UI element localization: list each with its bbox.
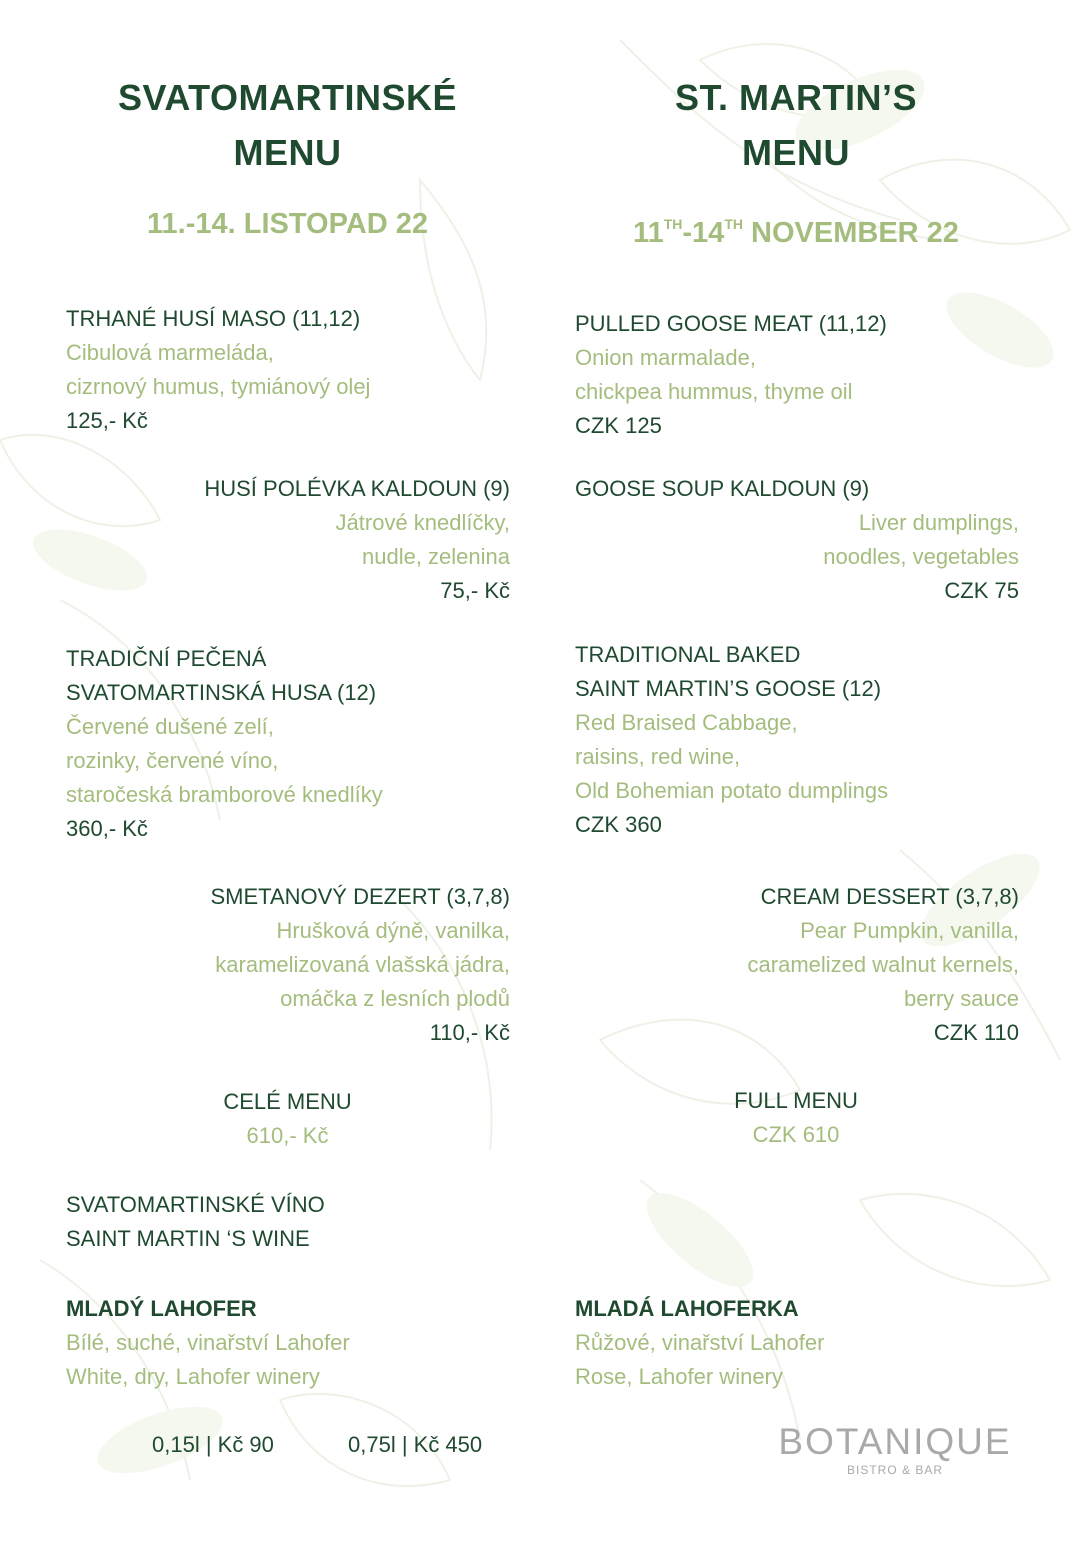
- date-part: -14: [682, 217, 725, 249]
- item-desc: Játrové knedlíčky,: [335, 510, 510, 535]
- item-desc: Hrušková dýně, vanilka,: [276, 918, 510, 943]
- wine-desc: Růžové, vinařství Lahofer: [575, 1330, 825, 1355]
- item-name: GOOSE SOUP KALDOUN (9): [575, 476, 870, 501]
- item-price: CZK 75: [944, 578, 1019, 603]
- item-desc: karamelizovaná vlašská jádra,: [215, 952, 510, 977]
- full-menu-label: CELÉ MENU: [223, 1089, 352, 1114]
- item-name: TRADIČNÍ PEČENÁ: [66, 646, 267, 671]
- item-desc: Red Braised Cabbage,: [575, 710, 798, 735]
- item-desc: cizrnový humus, tymiánový olej: [66, 374, 371, 399]
- menu-title-en: [570, 70, 1022, 180]
- title-line-1: ST. MARTIN’S: [674, 77, 917, 118]
- item-desc: Onion marmalade,: [575, 345, 756, 370]
- item-desc: caramelized walnut kernels,: [747, 952, 1019, 977]
- item-desc: Old Bohemian potato dumplings: [575, 778, 889, 803]
- full-menu-cz: [60, 1085, 515, 1153]
- wine-cz: [66, 1292, 516, 1394]
- wine-name: MLADÁ LAHOFERKA: [575, 1296, 799, 1321]
- item-desc: Červené dušené zelí,: [66, 714, 274, 739]
- full-menu-en: [570, 1084, 1022, 1152]
- menu-date-cz: 11.-14. LISTOPAD 22: [147, 208, 428, 240]
- menu-title-cz: [60, 70, 515, 180]
- wine-desc: Bílé, suché, vinařství Lahofer: [66, 1330, 350, 1355]
- wine-desc: Rose, Lahofer winery: [575, 1364, 783, 1389]
- menu-item-cz-4: [60, 880, 510, 1050]
- item-name: PULLED GOOSE MEAT (11,12): [575, 311, 887, 336]
- item-price: CZK 360: [575, 812, 662, 837]
- item-desc: berry sauce: [904, 986, 1019, 1011]
- item-desc: nudle, zelenina: [361, 544, 510, 569]
- wine-name: MLADÝ LAHOFER: [66, 1296, 257, 1321]
- full-menu-price: CZK 610: [752, 1122, 840, 1147]
- item-name: CREAM DESSERT (3,7,8): [760, 884, 1019, 909]
- date-part: NOVEMBER 22: [742, 217, 959, 249]
- item-name: SAINT MARTIN’S GOOSE (12): [575, 676, 882, 701]
- full-menu-price: 610,- Kč: [246, 1123, 329, 1148]
- item-price: CZK 125: [575, 413, 662, 438]
- item-desc: chickpea hummus, thyme oil: [575, 379, 853, 404]
- title-line-1: SVATOMARTINSKÉ: [117, 77, 457, 118]
- menu-item-en-4: [570, 880, 1019, 1050]
- logo-wordmark: BOTANIQUE: [778, 1421, 1012, 1462]
- item-desc: raisins, red wine,: [575, 744, 741, 769]
- item-desc: rozinky, červené víno,: [66, 748, 279, 773]
- date-suffix: TH: [663, 216, 683, 232]
- item-price: 75,- Kč: [440, 578, 510, 603]
- title-line-2: MENU: [233, 132, 342, 173]
- full-menu-label: FULL MENU: [734, 1088, 858, 1113]
- menu-item-cz-3: [66, 642, 516, 846]
- item-name: SMETANOVÝ DEZERT (3,7,8): [210, 884, 510, 909]
- title-line-2: MENU: [742, 132, 850, 173]
- menu-date-en: [570, 216, 1022, 250]
- menu-item-cz-2: [60, 472, 510, 608]
- wine-header-line: SVATOMARTINSKÉ VÍNO: [66, 1192, 325, 1217]
- item-desc: omáčka z lesních plodů: [280, 986, 510, 1011]
- menu-item-en-2: [575, 472, 1019, 608]
- wine-desc: White, dry, Lahofer winery: [66, 1364, 320, 1389]
- item-price: CZK 110: [933, 1020, 1019, 1045]
- item-name: HUSÍ POLÉVKA KALDOUN (9): [204, 476, 510, 501]
- item-name: TRADITIONAL BAKED: [575, 642, 801, 667]
- menu-item-en-3: [575, 638, 1020, 842]
- item-price: 125,- Kč: [66, 408, 148, 433]
- wine-en: [575, 1292, 1020, 1394]
- logo-tagline: BISTRO & BAR: [846, 1463, 944, 1477]
- item-price: 360,- Kč: [66, 816, 148, 841]
- wine-price-glass: 0,15l | Kč 90: [152, 1432, 274, 1457]
- item-desc: staročeská bramborové knedlíky: [66, 782, 383, 807]
- item-desc: Cibulová marmeláda,: [66, 340, 274, 365]
- date-suffix: TH: [724, 216, 743, 232]
- wine-header-line: SAINT MARTIN ‘S WINE: [66, 1226, 310, 1251]
- wine-price-bottle: 0,75l | Kč 450: [348, 1432, 483, 1457]
- item-name: SVATOMARTINSKÁ HUSA (12): [66, 680, 377, 705]
- item-price: 110,- Kč: [429, 1020, 510, 1045]
- wine-header: [66, 1188, 516, 1256]
- date-part: 11: [633, 217, 664, 249]
- item-name: TRHANÉ HUSÍ MASO (11,12): [66, 306, 361, 331]
- item-desc: noodles, vegetables: [823, 544, 1019, 569]
- item-desc: Pear Pumpkin, vanilla,: [800, 918, 1019, 943]
- botanique-logo: [770, 1422, 1020, 1478]
- menu-item-cz-1: [66, 302, 516, 438]
- item-desc: Liver dumplings,: [858, 510, 1019, 535]
- menu-item-en-1: [575, 307, 1020, 443]
